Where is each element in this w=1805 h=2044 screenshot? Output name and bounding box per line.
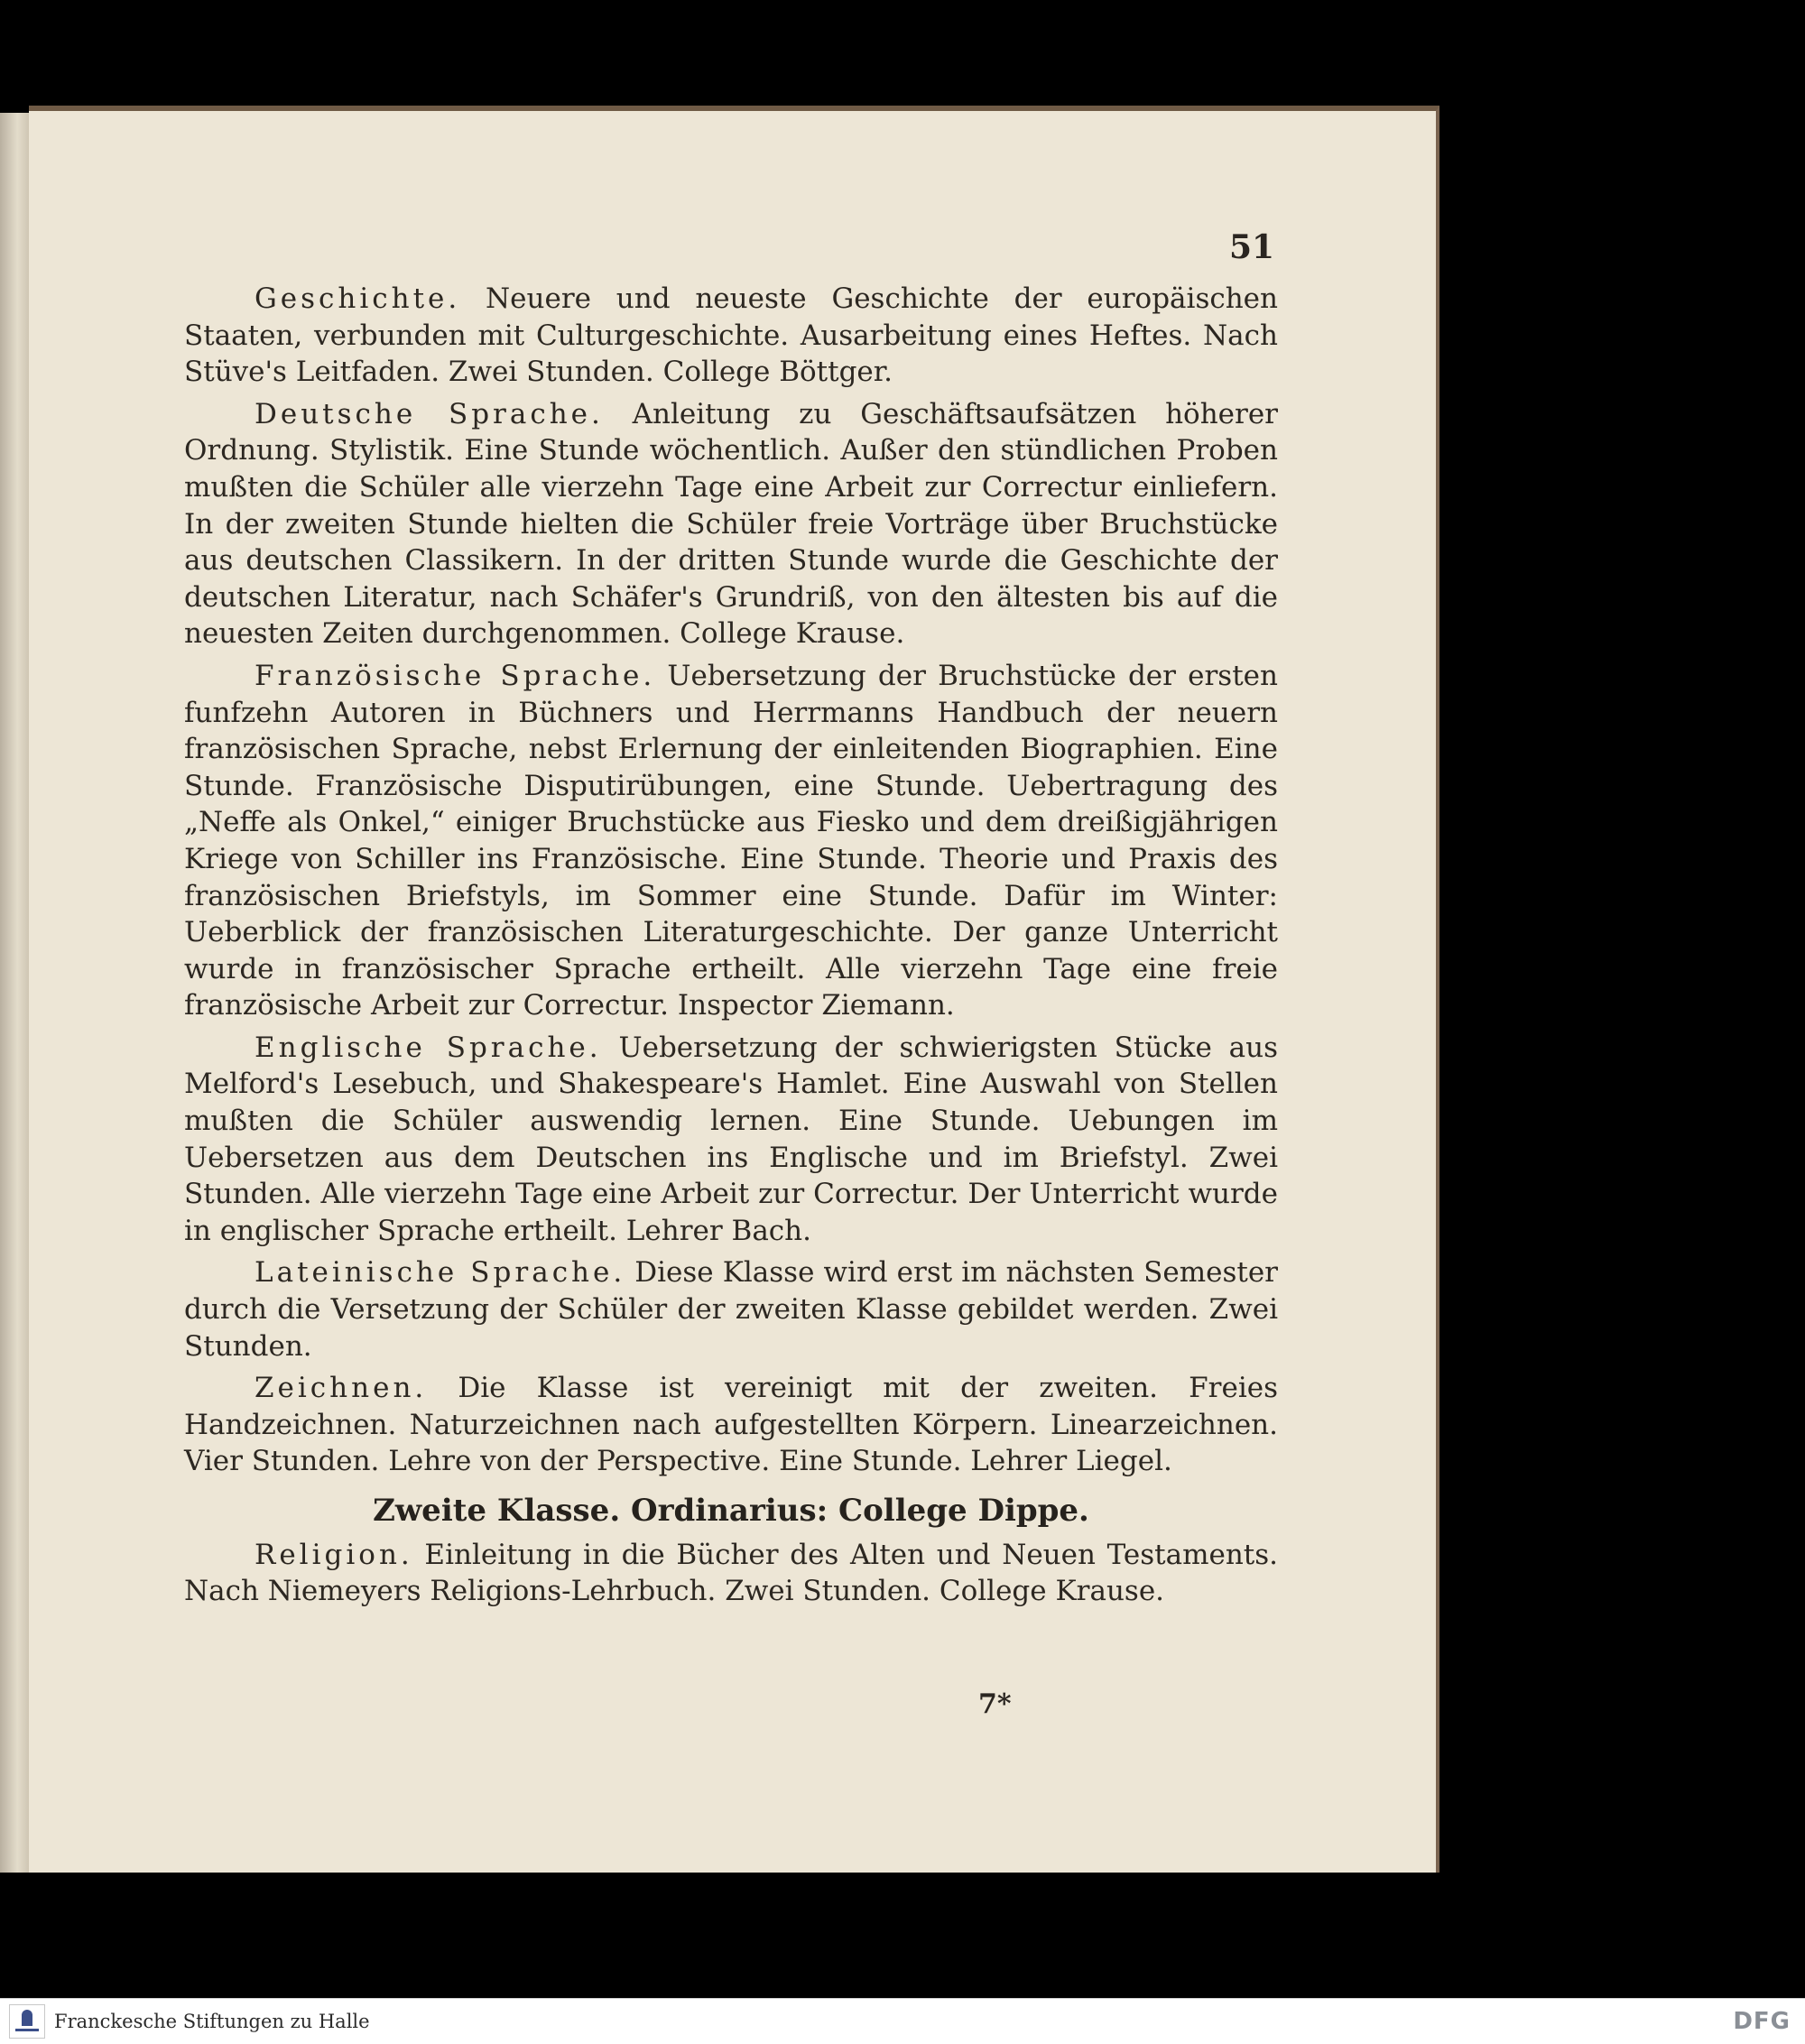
- paragraph-lead: Englische Sprache.: [255, 1031, 602, 1064]
- dfg-logo[interactable]: DFG: [1733, 2008, 1791, 2035]
- section-heading: Zweite Klasse. Ordinarius: College Dippe.: [373, 1493, 1089, 1529]
- paragraph-lead: Lateinische Sprache.: [255, 1256, 626, 1290]
- paragraph-geschichte: [184, 281, 1278, 391]
- institution-link[interactable]: Franckesche Stiftungen zu Halle: [54, 2011, 370, 2032]
- paragraph-deutsche-sprache: [184, 396, 1278, 652]
- paragraph-text: Diese Klasse wird erst im nächsten Semester durch die Versetzung der Schüler der zweiten Klasse gebildet werden. Zwei Stunden.: [184, 1256, 1278, 1363]
- book-page: [29, 106, 1439, 1873]
- paragraph-franzoesische-sprache: [184, 658, 1278, 1024]
- paragraph-lead: Zeichnen.: [255, 1372, 428, 1405]
- paragraph-lead: Geschichte.: [255, 282, 461, 315]
- logo-bar: [15, 2029, 39, 2031]
- paragraph-zeichnen: [184, 1370, 1278, 1480]
- paragraph-lateinische-sprache: [184, 1254, 1278, 1364]
- paragraph-lead: Deutsche Sprache.: [255, 397, 604, 430]
- left-page-edge: [0, 113, 29, 1873]
- paragraph-englische-sprache: [184, 1030, 1278, 1250]
- paragraph-text: Neuere und neueste Geschichte der europäischen Staaten, verbunden mit Culturgeschichte. Ausarbeitung eines Heftes. Nach Stüve's Leitfaden. Zwei Stunden. College Böttger.: [184, 282, 1278, 389]
- francke-logo-icon[interactable]: [9, 2004, 45, 2039]
- paragraph-text: Einleitung in die Bücher des Alten und Neuen Testaments. Nach Niemeyers Religions-Lehrbuch. Zwei Stunden. College Krause.: [184, 1538, 1278, 1608]
- paragraph-lead: Religion.: [255, 1538, 413, 1571]
- paragraph-text: Uebersetzung der schwierigsten Stücke aus Melford's Lesebuch, und Shakespeare's Hamlet. Eine Auswahl von Stellen mußten die Schüler auswendig lernen. Eine Stunde. Uebungen im Uebersetzen aus dem Deutschen ins Englische und im Briefstyl. Zwei Stunden. Alle vierzehn Tage eine Arbeit zur Correctur. Der Unterricht wurde in englischer Sprache ertheilt. Lehrer Bach.: [184, 1031, 1278, 1247]
- logo-mark: [22, 2010, 32, 2026]
- paragraph-text: Anleitung zu Geschäftsaufsätzen höherer Ordnung. Stylistik. Eine Stunde wöchentlich. Außer den stündlichen Proben mußten die Schüler alle vierzehn Tage eine Arbeit zur Correctur einliefern. In der zweiten Stunde hielten die Schüler freie Vorträge über Bruchstücke aus deutschen Classikern. In der dritten Stunde wurde die Geschichte der deutschen Literatur, nach Schäfer's Grundriß, von den ältesten bis auf die neuesten Zeiten durchgenommen. College Krause.: [184, 397, 1279, 651]
- paragraph-religion: [184, 1537, 1278, 1610]
- paragraph-text: Die Klasse ist vereinigt mit der zweiten. Freies Handzeichnen. Naturzeichnen nach aufgestellten Körpern. Linearzeichnen. Vier Stunden. Lehre von der Perspective. Eine Stunde. Lehrer Liegel.: [184, 1372, 1278, 1478]
- viewer-footer: [0, 1998, 1805, 2044]
- page-text: [184, 281, 1278, 1615]
- printer-signature-mark: 7*: [978, 1688, 1012, 1720]
- paragraph-text: Uebersetzung der Bruchstücke der ersten funfzehn Autoren in Büchners und Herrmanns Handbuch der neuern französischen Sprache, nebst Erlernung der einleitenden Biographien. Eine Stunde. Französische Disputirübungen, eine Stunde. Uebertragung des „Neffe als Onkel,“ einiger Bruchstücke aus Fiesko und dem dreißigjährigen Kriege von Schiller ins Französische. Eine Stunde. Theorie und Praxis des französischen Briefstyls, im Sommer eine Stunde. Dafür im Winter: Ueberblick der französischen Literaturgeschichte. Der ganze Unterricht wurde in französischer Sprache ertheilt. Alle vierzehn Tage eine freie französische Arbeit zur Correctur. Inspector Ziemann.: [184, 659, 1278, 1022]
- page-number: 51: [1229, 228, 1275, 266]
- paragraph-lead: Französische Sprache.: [255, 659, 656, 692]
